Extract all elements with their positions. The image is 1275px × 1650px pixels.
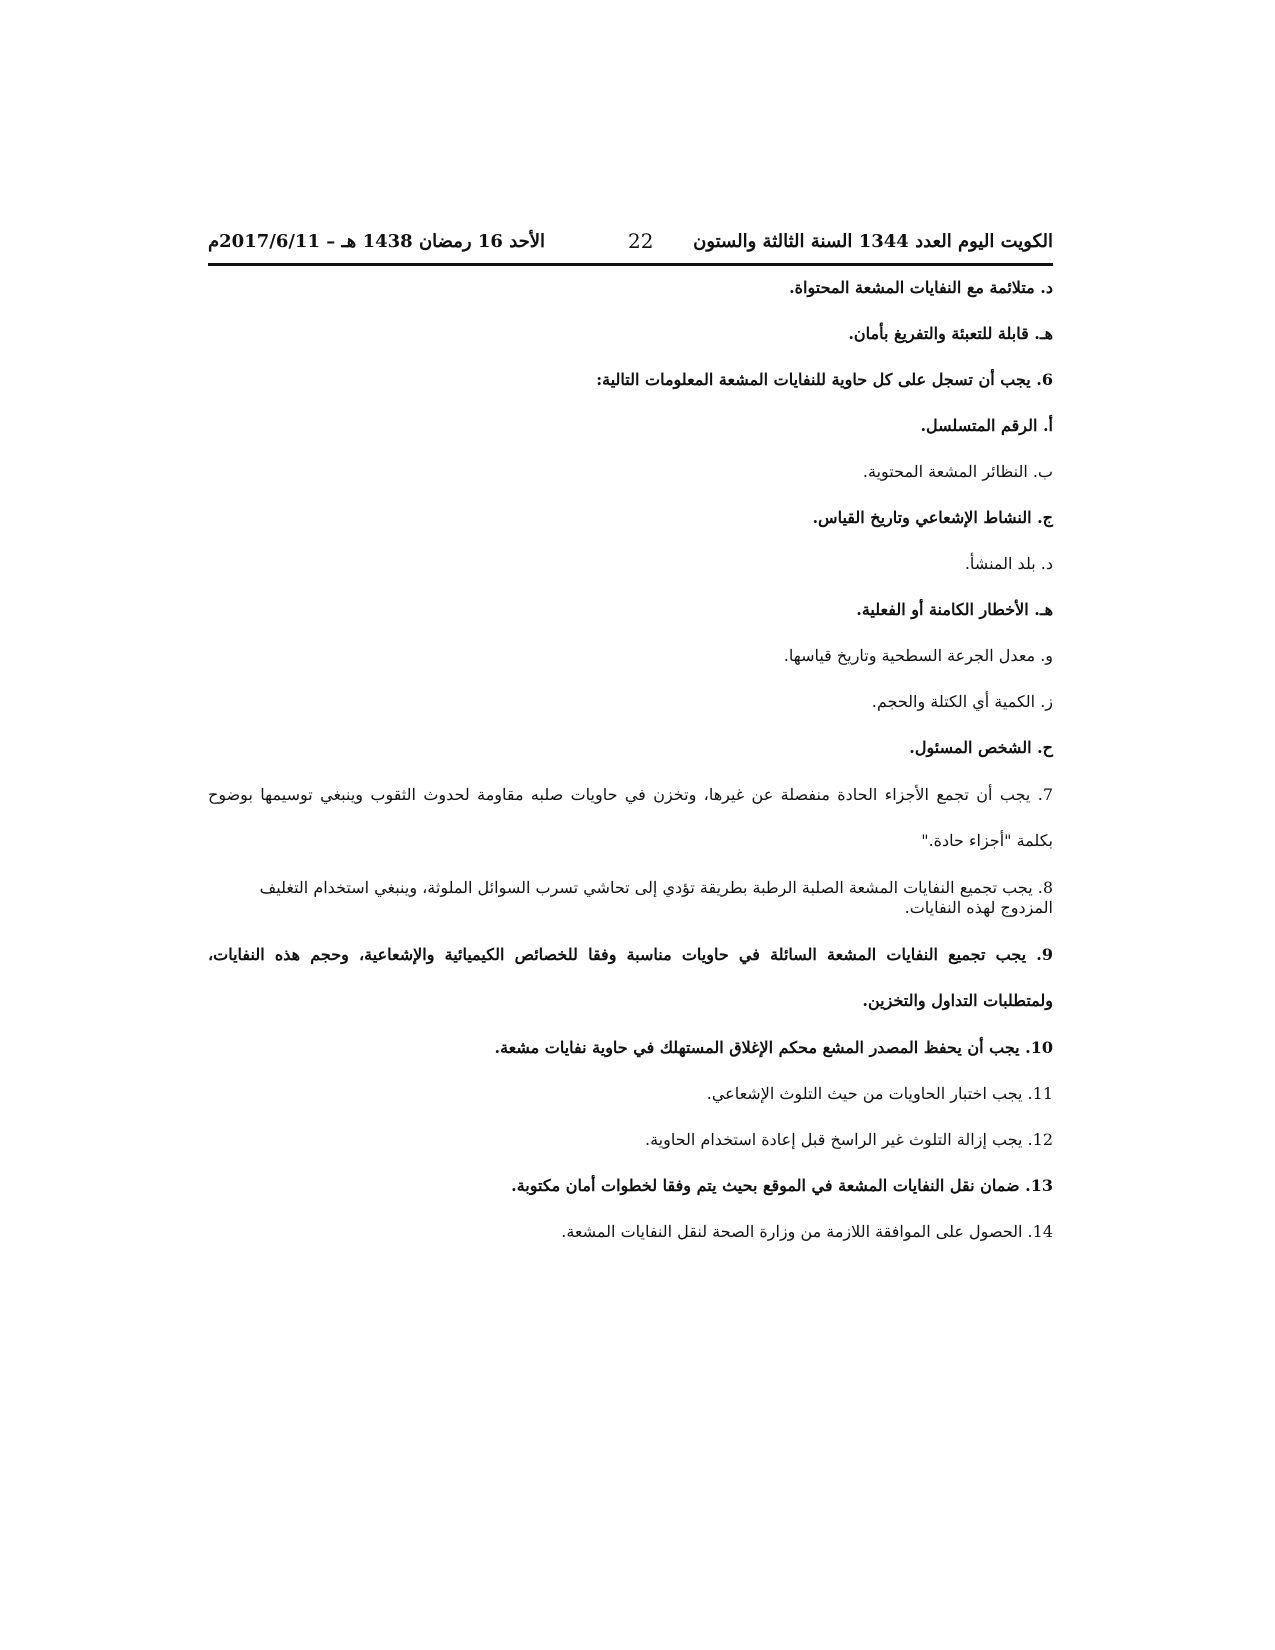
list-item: د. بلد المنشأ.	[964, 554, 1053, 573]
list-item: 8. يجب تجميع النفايات المشعة الصلبة الرطبة بطريقة تؤدي إلى تحاشي تسرب السوائل الملوثة، وينبغي استخدام التغليف المزدوج لهذه النفايات.	[259, 878, 1053, 917]
header-date: الأحد 16 رمضان 1438 هـ – 2017/6/11م	[208, 231, 546, 252]
header-issue: الكويت اليوم العدد 1344 السنة الثالثة والستون	[693, 231, 1053, 252]
list-item: 6. يجب أن تسجل على كل حاوية للنفايات المشعة المعلومات التالية:	[596, 370, 1053, 389]
page-number: 22	[628, 229, 654, 253]
list-item: ز. الكمية أي الكتلة والحجم.	[871, 692, 1053, 711]
list-item: ب. النظائر المشعة المحتوية.	[862, 462, 1053, 481]
list-item: هـ. الأخطار الكامنة أو الفعلية.	[856, 600, 1053, 619]
document-body	[208, 278, 1053, 1268]
list-item: ح. الشخص المسئول.	[909, 738, 1053, 757]
list-item: ج. النشاط الإشعاعي وتاريخ القياس.	[812, 508, 1053, 527]
list-item: 10. يجب أن يحفظ المصدر المشع محكم الإغلاق المستهلك في حاوية نفايات مشعة.	[494, 1038, 1053, 1057]
list-item: 7. يجب أن تجمع الأجزاء الحادة منفصلة عن غيرها، وتخزن في حاويات صلبه مقاومة لحدوث الثقوب وينبغي توسيمها بوضوح بكلمة "أجزاء حادة."	[208, 785, 1054, 850]
page-header	[208, 229, 1053, 257]
list-item: هـ. قابلة للتعبئة والتفريغ بأمان.	[848, 324, 1053, 343]
list-item: 11. يجب اختبار الحاويات من حيث التلوث الإشعاعي.	[706, 1084, 1053, 1103]
list-item: و. معدل الجرعة السطحية وتاريخ قياسها.	[783, 646, 1053, 665]
header-rule	[208, 263, 1053, 266]
list-item: أ. الرقم المتسلسل.	[920, 416, 1053, 435]
list-item: 12. يجب إزالة التلوث غير الراسخ قبل إعادة استخدام الحاوية.	[645, 1130, 1053, 1149]
list-item: 13. ضمان نقل النفايات المشعة في الموقع بحيث يتم وفقا لخطوات أمان مكتوبة.	[511, 1176, 1053, 1195]
list-item: 9. يجب تجميع النفايات المشعة السائلة في حاويات مناسبة وفقا للخصائص الكيميائية والإشعاعية، وحجم هذه النفايات، ولمتطلبات التداول والتخزين.	[208, 945, 1054, 1010]
list-item: 14. الحصول على الموافقة اللازمة من وزارة الصحة لنقل النفايات المشعة.	[561, 1222, 1053, 1241]
list-item: د. متلائمة مع النفايات المشعة المحتواة.	[789, 278, 1053, 297]
